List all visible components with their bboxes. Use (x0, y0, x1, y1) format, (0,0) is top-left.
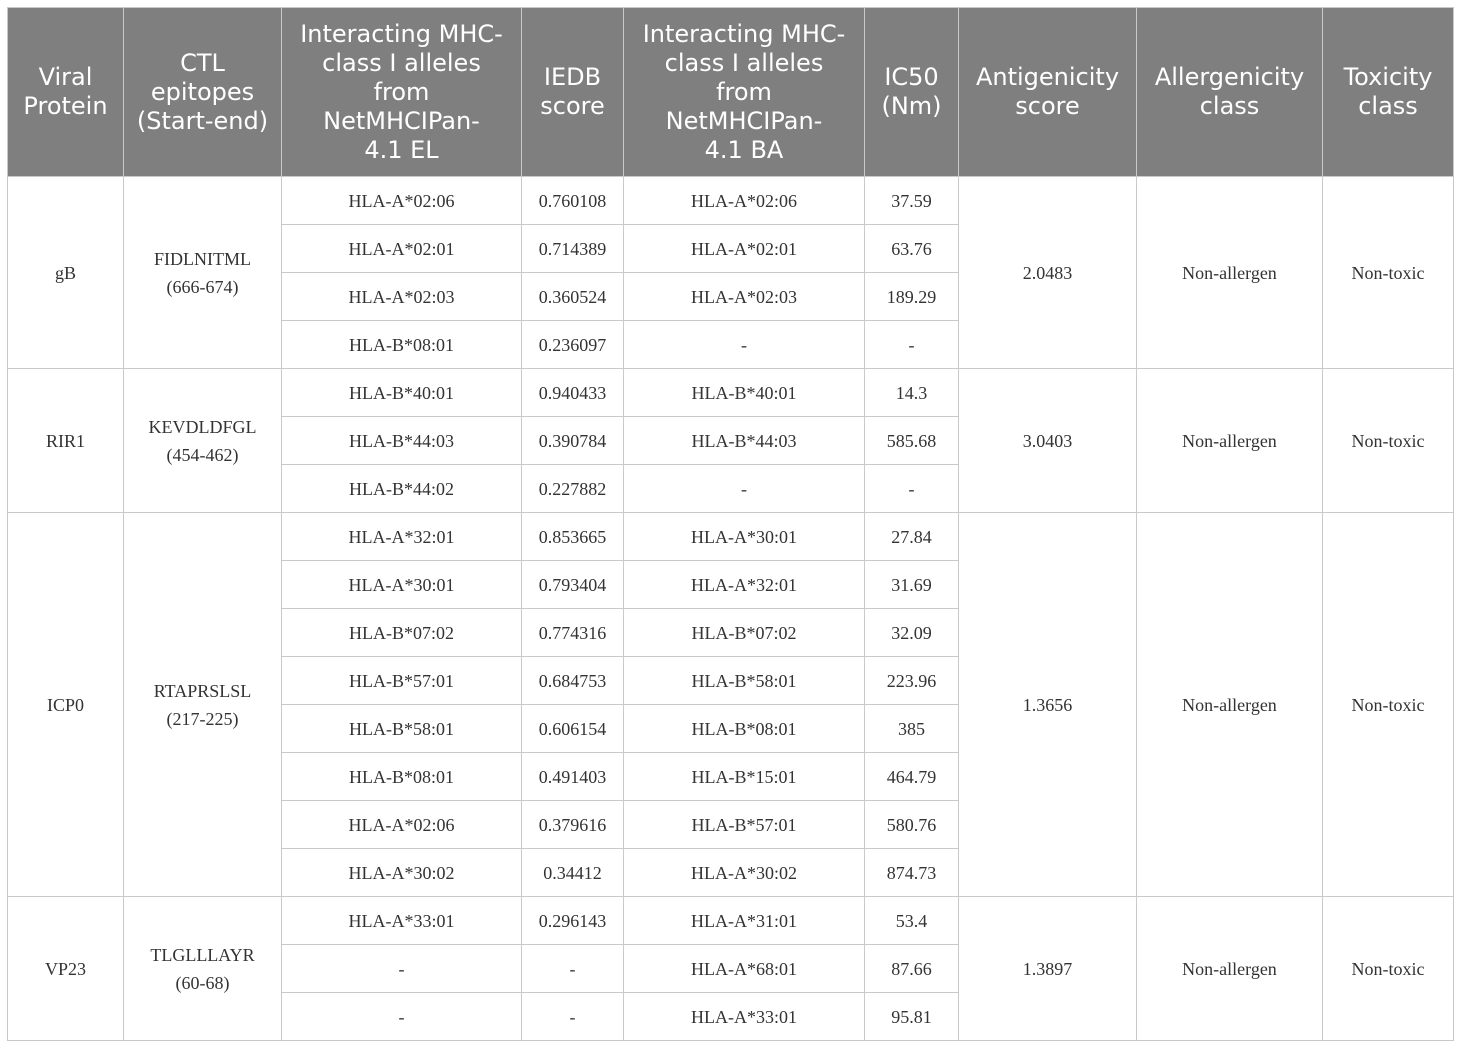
ba-allele-cell: HLA-B*15:01 (624, 753, 865, 801)
antigenicity-score-cell: 1.3656 (959, 513, 1137, 897)
ic50-cell: 223.96 (865, 657, 959, 705)
toxicity-class-cell: Non-toxic (1323, 177, 1454, 369)
el-allele-cell: HLA-B*07:02 (282, 609, 522, 657)
el-allele-cell: HLA-B*08:01 (282, 753, 522, 801)
el-allele-cell: - (282, 993, 522, 1041)
ba-allele-cell: - (624, 321, 865, 369)
el-allele-cell: HLA-A*02:06 (282, 801, 522, 849)
iedb-score-cell: 0.760108 (522, 177, 624, 225)
iedb-score-cell: 0.774316 (522, 609, 624, 657)
el-allele-cell: HLA-B*44:03 (282, 417, 522, 465)
el-allele-cell: HLA-B*58:01 (282, 705, 522, 753)
ic50-cell: 189.29 (865, 273, 959, 321)
el-allele-cell: HLA-B*08:01 (282, 321, 522, 369)
epitope-table (7, 7, 1454, 1041)
allergenicity-class-cell: Non-allergen (1137, 897, 1323, 1041)
ic50-cell: 874.73 (865, 849, 959, 897)
table-row (8, 369, 1454, 417)
header-ic50: IC50 (Nm) (865, 8, 959, 177)
iedb-score-cell: - (522, 945, 624, 993)
header-antigenicity-score: Antigenicity score (959, 8, 1137, 177)
table-header (8, 8, 1454, 177)
ba-allele-cell: - (624, 465, 865, 513)
header-allergenicity-class: Allergenicity class (1137, 8, 1323, 177)
viral-protein-cell: gB (8, 177, 124, 369)
ba-allele-cell: HLA-B*07:02 (624, 609, 865, 657)
ic50-cell: - (865, 321, 959, 369)
iedb-score-cell: 0.491403 (522, 753, 624, 801)
iedb-score-cell: 0.853665 (522, 513, 624, 561)
viral-protein-cell: ICP0 (8, 513, 124, 897)
ctl-epitope-cell: FIDLNITML (666-674) (124, 177, 282, 369)
header-el-alleles: Interacting MHC- class I alleles from NetMHCIPan- 4.1 EL (282, 8, 522, 177)
ic50-cell: - (865, 465, 959, 513)
iedb-score-cell: 0.793404 (522, 561, 624, 609)
ic50-cell: 32.09 (865, 609, 959, 657)
ba-allele-cell: HLA-A*33:01 (624, 993, 865, 1041)
el-allele-cell: HLA-B*57:01 (282, 657, 522, 705)
ba-allele-cell: HLA-B*58:01 (624, 657, 865, 705)
ic50-cell: 63.76 (865, 225, 959, 273)
table-row (8, 513, 1454, 561)
table-row (8, 897, 1454, 945)
ic50-cell: 385 (865, 705, 959, 753)
ba-allele-cell: HLA-A*30:01 (624, 513, 865, 561)
ic50-cell: 53.4 (865, 897, 959, 945)
header-row (8, 8, 1454, 177)
ic50-cell: 580.76 (865, 801, 959, 849)
header-toxicity-class: Toxicity class (1323, 8, 1454, 177)
ic50-cell: 95.81 (865, 993, 959, 1041)
header-ctl-epitopes: CTL epitopes (Start-end) (124, 8, 282, 177)
ba-allele-cell: HLA-B*57:01 (624, 801, 865, 849)
ba-allele-cell: HLA-A*32:01 (624, 561, 865, 609)
ba-allele-cell: HLA-A*02:03 (624, 273, 865, 321)
el-allele-cell: HLA-A*33:01 (282, 897, 522, 945)
viral-protein-cell: RIR1 (8, 369, 124, 513)
el-allele-cell: HLA-A*02:01 (282, 225, 522, 273)
header-viral-protein: Viral Protein (8, 8, 124, 177)
iedb-score-cell: 0.34412 (522, 849, 624, 897)
ctl-epitope-cell: KEVDLDFGL (454-462) (124, 369, 282, 513)
ic50-cell: 87.66 (865, 945, 959, 993)
ctl-epitope-cell: RTAPRSLSL (217-225) (124, 513, 282, 897)
ba-allele-cell: HLA-B*44:03 (624, 417, 865, 465)
ic50-cell: 27.84 (865, 513, 959, 561)
ba-allele-cell: HLA-A*02:06 (624, 177, 865, 225)
viral-protein-cell: VP23 (8, 897, 124, 1041)
ba-allele-cell: HLA-B*40:01 (624, 369, 865, 417)
el-allele-cell: - (282, 945, 522, 993)
table-body (8, 177, 1454, 1041)
allergenicity-class-cell: Non-allergen (1137, 513, 1323, 897)
iedb-score-cell: - (522, 993, 624, 1041)
iedb-score-cell: 0.236097 (522, 321, 624, 369)
ba-allele-cell: HLA-B*08:01 (624, 705, 865, 753)
el-allele-cell: HLA-A*02:06 (282, 177, 522, 225)
iedb-score-cell: 0.296143 (522, 897, 624, 945)
ic50-cell: 37.59 (865, 177, 959, 225)
el-allele-cell: HLA-A*30:01 (282, 561, 522, 609)
header-iedb-score: IEDB score (522, 8, 624, 177)
toxicity-class-cell: Non-toxic (1323, 513, 1454, 897)
iedb-score-cell: 0.684753 (522, 657, 624, 705)
toxicity-class-cell: Non-toxic (1323, 897, 1454, 1041)
el-allele-cell: HLA-A*32:01 (282, 513, 522, 561)
el-allele-cell: HLA-B*40:01 (282, 369, 522, 417)
ba-allele-cell: HLA-A*68:01 (624, 945, 865, 993)
header-ba-alleles: Interacting MHC- class I alleles from NetMHCIPan- 4.1 BA (624, 8, 865, 177)
iedb-score-cell: 0.379616 (522, 801, 624, 849)
antigenicity-score-cell: 1.3897 (959, 897, 1137, 1041)
ic50-cell: 14.3 (865, 369, 959, 417)
iedb-score-cell: 0.390784 (522, 417, 624, 465)
antigenicity-score-cell: 2.0483 (959, 177, 1137, 369)
antigenicity-score-cell: 3.0403 (959, 369, 1137, 513)
iedb-score-cell: 0.606154 (522, 705, 624, 753)
ic50-cell: 585.68 (865, 417, 959, 465)
iedb-score-cell: 0.227882 (522, 465, 624, 513)
ba-allele-cell: HLA-A*30:02 (624, 849, 865, 897)
allergenicity-class-cell: Non-allergen (1137, 369, 1323, 513)
iedb-score-cell: 0.360524 (522, 273, 624, 321)
ba-allele-cell: HLA-A*31:01 (624, 897, 865, 945)
el-allele-cell: HLA-B*44:02 (282, 465, 522, 513)
ba-allele-cell: HLA-A*02:01 (624, 225, 865, 273)
el-allele-cell: HLA-A*02:03 (282, 273, 522, 321)
iedb-score-cell: 0.940433 (522, 369, 624, 417)
ic50-cell: 31.69 (865, 561, 959, 609)
ctl-epitope-cell: TLGLLLAYR (60-68) (124, 897, 282, 1041)
table-row (8, 177, 1454, 225)
iedb-score-cell: 0.714389 (522, 225, 624, 273)
ic50-cell: 464.79 (865, 753, 959, 801)
toxicity-class-cell: Non-toxic (1323, 369, 1454, 513)
allergenicity-class-cell: Non-allergen (1137, 177, 1323, 369)
el-allele-cell: HLA-A*30:02 (282, 849, 522, 897)
